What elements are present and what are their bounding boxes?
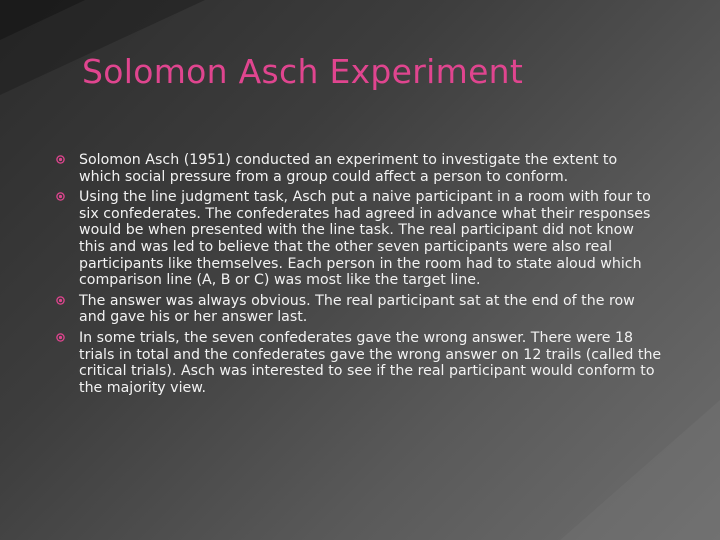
bullet-text: The answer was always obvious. The real participant sat at the end of the row and gave his or her answer last. <box>79 292 635 326</box>
bullet-text: Using the line judgment task, Asch put a naive participant in a room with four to six confederates. The confederates had agreed in advance what their responses would be when presented with the line task. The real participant did not know this and was led to believe that the other seven participants were also real participants like themselves. Each person in the room had to state aloud which comparison line (A, B or C) was most like the target line. <box>79 189 651 289</box>
slide-title: Solomon Asch Experiment <box>82 52 524 91</box>
bullet-list <box>56 152 662 400</box>
target-bullet-icon <box>56 192 65 201</box>
target-bullet-icon <box>56 296 65 305</box>
target-bullet-icon <box>56 155 65 164</box>
bullet-text: In some trials, the seven confederates gave the wrong answer. There were 18 trials in total and the confederates gave the wrong answer on 12 trails (called the critical trials). Asch was interested to see if the real participant would conform to the majority view. <box>79 329 662 396</box>
bullet-item <box>56 189 662 289</box>
bullet-item <box>56 152 662 185</box>
bullet-item <box>56 330 662 396</box>
target-bullet-icon <box>56 333 65 342</box>
bullet-text: Solomon Asch (1951) conducted an experiment to investigate the extent to which social pressure from a group could affect a person to conform. <box>79 152 618 185</box>
bullet-item <box>56 293 662 326</box>
